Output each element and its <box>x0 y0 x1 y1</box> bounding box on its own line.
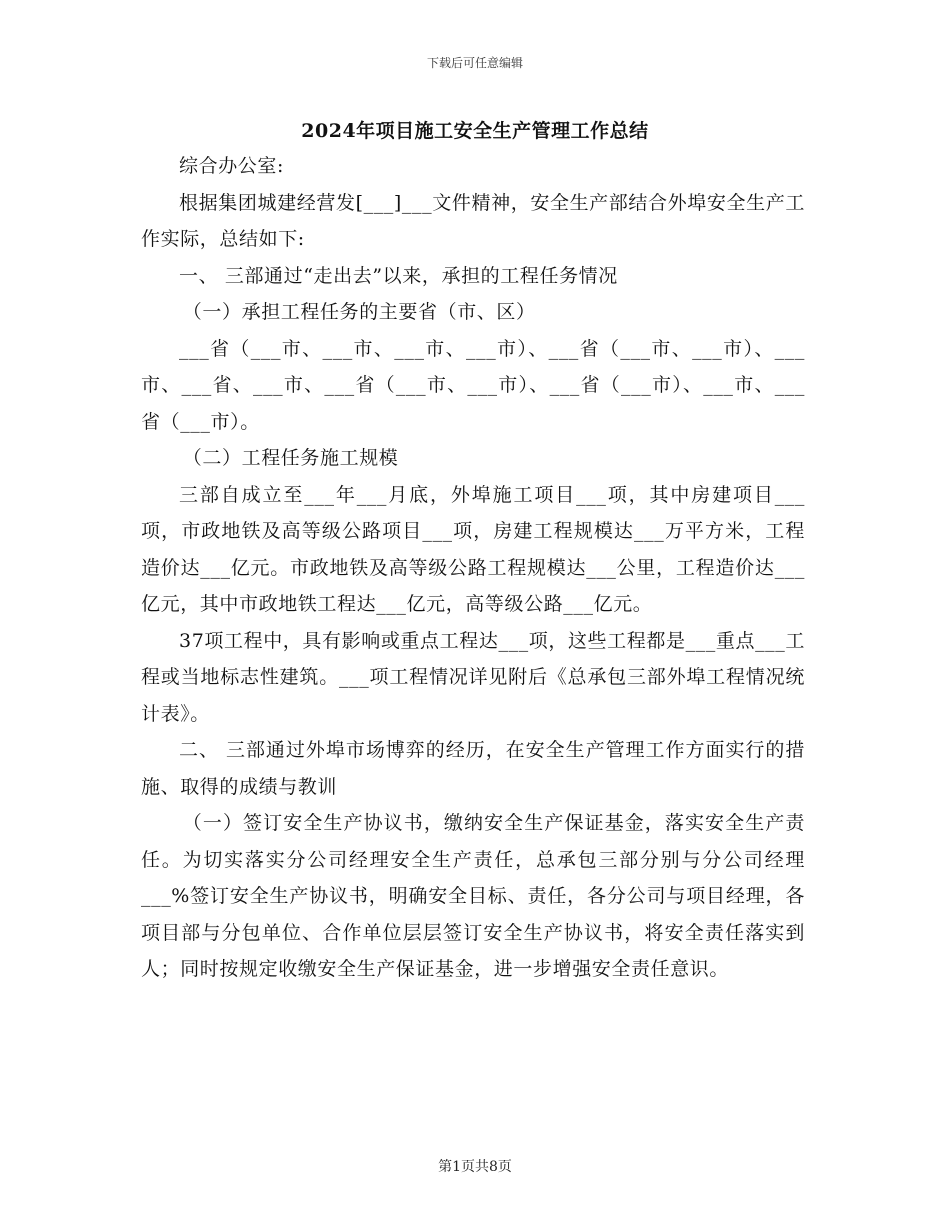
document-title: 2024年项目施工安全生产管理工作总结 <box>301 120 649 142</box>
paragraph-safety-agreement: （一）签订安全生产协议书，缴纳安全生产保证基金，落实安全生产责任。为切实落实分公司经理安全生产责任，总承包三部分别与分公司经理___%签订安全生产协议书，明确安全目标、责任，各分公司与项目经理，各项目部与分包单位、合作单位层层签订安全生产协议书，将安全责任落实到人；同时按规定收缴安全生产保证基金，进一步增强安全责任意识。 <box>141 812 805 980</box>
subsection-heading-1-2: （二）工程任务施工规模 <box>182 447 399 469</box>
subsection-heading-1-1: （一）承担工程任务的主要省（市、区） <box>182 301 536 323</box>
paragraph-addressee: 综合办公室: <box>179 155 285 177</box>
paragraph-provinces: ___省（___市、___市、___市、___市）、___省（___市、___市）、___市、___省、___市、___省（___市、___市）、___省（___市）、___市、___省（___市）。 <box>141 337 805 433</box>
section-heading-1: 一、 三部通过“走出去”以来，承担的工程任务情况 <box>179 264 618 287</box>
paragraph-intro: 根据集团城建经营发[___]___文件精神，安全生产部结合外埠安全生产工作实际，总结如下: <box>141 191 805 250</box>
paragraph-scale: 三部自成立至___年___月底，外埠施工项目___项，其中房建项目___项，市政地铁及高等级公路项目___项，房建工程规模达___万平方米，工程造价达___亿元。市政地铁及高等级公路工程规模达___公里，工程造价达___亿元，其中市政地铁工程达___亿元，高等级公路___亿元。 <box>141 483 805 615</box>
paragraph-key-projects: 37项工程中，具有影响或重点工程达___项，这些工程都是___重点___工程或当地标志性建筑。___项工程情况详见附后《总承包三部外埠工程情况统计表》。 <box>141 629 805 725</box>
page-number: 第1页共8页 <box>438 1159 512 1175</box>
header-note: 下载后可任意编辑 <box>426 56 523 70</box>
document-body <box>141 148 805 988</box>
section-heading-2: 二、 三部通过外埠市场博弈的经历，在安全生产管理工作方面实行的措施、取得的成绩与教训 <box>141 739 805 798</box>
